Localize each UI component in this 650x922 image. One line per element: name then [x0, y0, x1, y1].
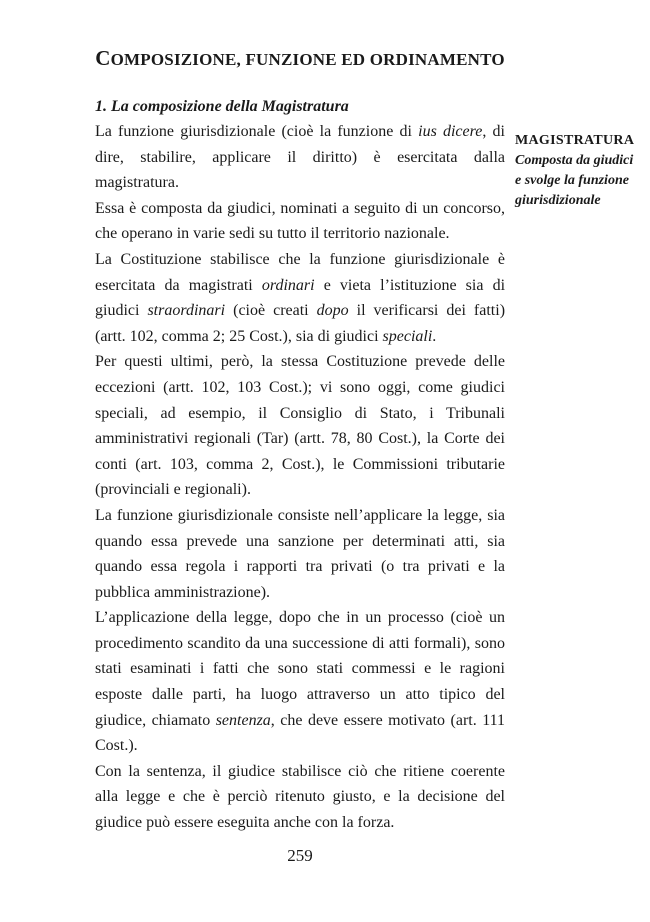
paragraph [95, 759, 505, 836]
text-run: (cioè creati [225, 302, 317, 320]
italic-term: ordinari [261, 276, 315, 294]
chapter-title [0, 46, 600, 71]
section-heading: 1. La composizione della Magistratura [95, 98, 349, 115]
text-run: il verificarsi dei fatti) (artt. 102, comma 2; 25 Cost.), sia di giudici [95, 302, 506, 345]
italic-term: straordinari [147, 302, 226, 320]
text-run: e vieta l’istituzione sia di giudici [95, 276, 506, 320]
paragraph [95, 605, 505, 759]
italic-term: ius dicere [418, 123, 483, 140]
text-run: La Costituzione stabilisce che la funzione giurisdizionale è esercitata da magistrati [95, 250, 505, 294]
page-number: 259 [287, 846, 313, 865]
chapter-title-rest: OMPOSIZIONE, FUNZIONE ED ORDINAMENTO [110, 50, 505, 69]
italic-term: sentenza [215, 711, 271, 729]
text-run: Per questi ultimi, però, la stessa Costituzione prevede delle eccezioni (artt. 102, 103 Cost.); vi sono oggi, come giudici speciali, ad esempio, il Consiglio di Stato, i Tribunali amministrativi regionali (Tar) (artt. 78, 80 Cost.), la Corte dei conti (art. 103, comma 2, Cost.), le Commissioni tributarie (provinciali e regionali). [95, 353, 505, 499]
italic-term: speciali [382, 327, 433, 345]
text-run: , di dire, stabilire, applicare il diritto) è esercitata dalla magistratura. [95, 123, 505, 192]
margin-note [515, 131, 641, 211]
italic-term: dopo [316, 302, 349, 320]
margin-note-text: Composta da giudici e svolge la funzione giurisdizionale [515, 153, 634, 208]
paragraph [95, 247, 505, 349]
text-run: La funzione giurisdizionale consiste nell’applicare la legge, sia quando essa prevede una sanzione per determinati atti, sia quando essa regola i rapporti tra privati (o tra privati e la pubblica amministrazione). [95, 506, 505, 601]
paragraph [95, 349, 505, 503]
text-run: . [432, 327, 437, 345]
body-text [95, 119, 505, 836]
margin-note-title: MAGISTRATURA [515, 133, 635, 148]
text-run: , che deve essere motivato (art. 111 Cost.). [95, 711, 506, 755]
paragraph [95, 119, 505, 196]
text-run: L’applicazione della legge, dopo che in un processo (cioè un procedimento scandito da una successione di atti formali), sono stati esaminati i fatti che sono stati commessi e le ragioni esposte dalle parti, ha luogo attraverso un atto tipico del giudice, chiamato [95, 609, 505, 729]
section [95, 94, 505, 836]
paragraph [95, 503, 505, 605]
chapter-title-initial: C [95, 46, 111, 70]
text-run: Essa è composta da giudici, nominati a seguito di un concorso, che operano in varie sedi su tutto il territorio nazionale. [95, 199, 505, 243]
text-run: La funzione giurisdizionale (cioè la funzione di [95, 123, 419, 140]
paragraph [95, 196, 505, 247]
text-run: Con la sentenza, il giudice stabilisce ciò che ritiene coerente alla legge e che è perciò ritenuto giusto, e la decisione del giudice può essere eseguita anche con la forza. [95, 762, 505, 832]
